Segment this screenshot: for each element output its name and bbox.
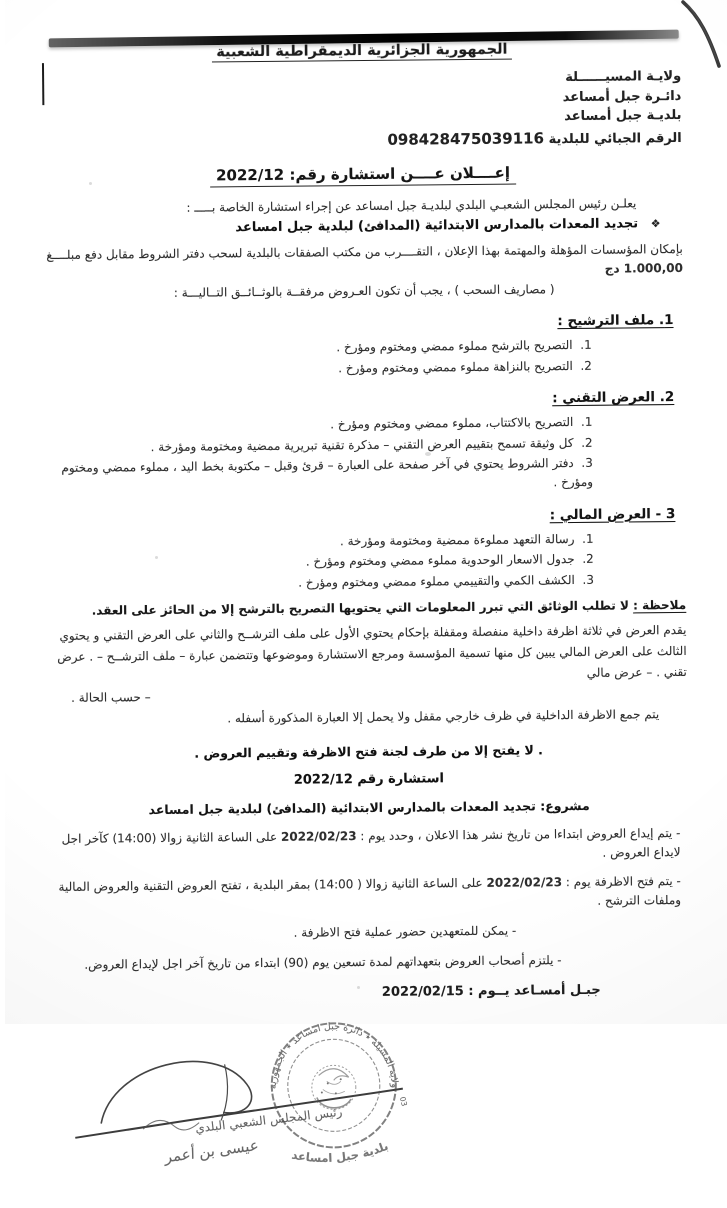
stamp-emblem-circle [312,1065,356,1109]
project-repeat-line [50,795,688,820]
daira-line: دائـرة جبل أمساعد [562,88,682,106]
header-block [43,67,682,154]
list-item: جدول الاسعار الوحدوية مملوء ممضي ومختوم ومؤرخ . [305,552,575,569]
deadline-line [51,872,681,915]
envelopes-paragraph: يقدم العرض في ثلاثة اظرفة داخلية منفصلة ومقفلة بإحكام يحتوي الأول على ملف الترشــح والثاني على العرض التقني و يحتوي الثالث على العرض المالي يبين كل منها تسمية المؤسسة ومرجع الاستشارة وموضوعها وتتضمن عبارة – ملف الترشــح – . عرض تقني . – عرض مالي [57,622,687,680]
wilaya-line: ولايـة المسيــــــلة [565,69,682,86]
fee-amount: 1.000,00 دج [604,260,684,276]
info-line-1 [45,240,683,283]
republic-title [43,37,681,66]
signature-area [52,1002,692,1208]
list-item: دفتر الشروط يحتوي في آخر صفحة على العبارة – قرئ وقبل – مكتوبة بخط اليد ، مملوء ممضي ومختوم ومؤرخ . [61,456,594,490]
stamp-code: 03 [397,1095,409,1107]
list-item: التصريح بالترشح مملوء ممضي ومختوم ومؤرخ . [336,338,573,355]
sealed-envelope-statement: . لا يفتح إلا من طرف لجنة فتح الاظرفة وتقييم العروض . [194,742,543,761]
deadline-text: على الساعة الثانية زوالا (14:00) كآخر اجل لايداع العروض . [61,829,681,860]
left-corner-line [42,63,44,105]
scanned-document-page [5,0,727,1167]
consultation-number-line: استشارة رقم 2022/12 [293,770,444,788]
tax-number: 098428475039116 [387,129,545,149]
document-list [46,412,685,496]
info-pre-text: بإمكان المؤسسات المؤهلة والمهتمة بهذا الإعلان ، التقــــرب من مكتب الصفقات بالبلدية لسحب دفتر الشروط مقابل دفع مبلــــغ [46,242,683,263]
technical-offer-section [46,387,685,496]
outer-envelope-line: يتم جمع الاظرفة الداخلية في ظرف خارجي مقفل ولا يحمل إلا العبارة المذكورة أسفله . [227,706,660,725]
financial-offer-section [47,504,686,595]
envelopes-case-line: – حسب الحالة . [70,690,151,705]
tax-label: الرقم الجبائي للبلدية [548,130,682,148]
signer-name-handwriting: عيسى بن أعمر [164,1135,259,1167]
section-heading: 2. العرض التقني : [552,389,675,407]
svg-text:بلدية جبل امساعد [290,1138,390,1165]
deadline-line: - يلتزم أصحاب العروض بتعهداتهم لمدة تسعين يوم (90) ابتداء من تاريخ آخر اجل لإيداع العروض. [84,953,562,972]
signer-title-handwriting: رئيس المجلس الشعبي البلدي [194,1104,343,1136]
list-item: التصريح بالاكتتاب، مملوء ممضي ومختوم ومؤرخ . [330,415,574,432]
document-list [47,528,686,594]
deadline-date: 2022/02/23 [486,875,563,891]
list-item: الكشف الكمي والتقييمي مملوء ممضي ومختوم ومؤرخ . [298,572,575,590]
note-line [48,596,686,621]
deadline-line [50,824,680,867]
stamp-caption: بلدية جبل امساعد [290,1138,391,1165]
commune-line: بلديـة جبل أمساعد [564,108,682,125]
list-item: كل وثيقة تسمح بتقييم العرض التقني – مذكرة تقنية تبريرية ممضية ومختومة ومؤرخة . [150,435,574,454]
project-title-text: تجديد المعدات بالمدارس الابتدائية (المدافئ) لبلدية جبل امساعد [235,216,639,236]
tax-line [44,126,682,155]
deadline-line: - يمكن للمتعهدين حضور عملية فتح الاظرفة . [293,923,517,941]
deadline-text: على الساعة الثانية زوالا ( 14:00) بمقر البلدية ، تفتح العروض التقنية والعروض المالية وملفات الترشح . [58,876,682,908]
svg-text:ولاية المسيلة ٭ دائرة جبل امسا [267,1020,400,1089]
deadline-text: - يتم فتح الاظرفة يوم : [561,874,681,890]
deadline-text: - يتم إيداع العروض ابتداءا من تاريخ نشر هذا الاعلان ، وحدد يوم : [356,826,681,844]
section-heading: 1. ملف الترشيح : [557,312,674,330]
document-list [46,335,684,380]
municipal-stamp [248,996,430,1183]
stamp-ring-text: ولاية المسيلة ٭ دائرة جبل امساعد ٭ الجمهورية [267,1020,400,1089]
announcement-title-text: إعــــلان عــــن استشارة رقم: 2022/12 [210,164,516,188]
project-line [44,214,660,240]
republic-title-text: الجمهورية الجزائرية الديمقراطية الشعبية [212,42,511,63]
project-repeat-text: تجديد المعدات بالمدارس الابتدائية (المدافئ) لبلدية جبل امساعد [148,797,541,817]
announce-line: يعلـن رئيس المجلس الشعبـي البلدي لبلديـة جبل امساعد عن إجراء استشارة الخاصة بـــــ : [186,196,637,215]
deadline-date: 2022/02/23 [280,829,357,844]
place-date-line: جبـل أمسـاعد يــوم : 2022/02/15 [381,982,601,1000]
announcement-title [44,160,682,189]
section-heading: 3 - العرض المالي : [549,505,676,523]
note-text: لا تطلب الوثائق التي تبرر المعلومات التي يحتويها التصريح بالترشح إلا من الحائز على العقد. [91,598,634,618]
list-item: رسالة التعهد مملوءة ممضية ومختومة ومؤرخة . [339,531,575,548]
info-line-2: ( مصاريف السحب ) ، يجب أن تكون العـروض مرفقــة بالوثــائــق التــاليـــة : [173,281,555,300]
note-label: ملاحظة : [632,598,687,613]
diamond-bullet-icon: ❖ [650,217,661,231]
project-label: مشروع: [540,797,590,813]
stamp-inner-ring [287,1039,380,1132]
list-item: التصريح بالنزاهة مملوء ممضي ومختوم ومؤرخ . [338,358,573,376]
info-paragraph [45,240,684,303]
candidacy-file-section [45,310,684,380]
deadlines-block [50,824,681,975]
